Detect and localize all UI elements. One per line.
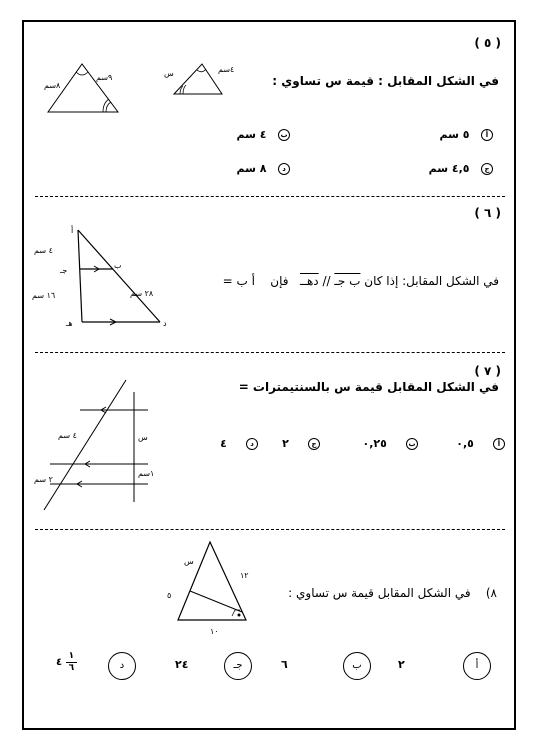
q6-segment-2: دهــ: [299, 274, 319, 288]
q5-option-a[interactable]: [440, 128, 494, 141]
q8-option-d-whole: ٤: [56, 657, 63, 668]
q8-option-d-value: [56, 651, 77, 674]
q8-option-d-fraction: [66, 651, 78, 674]
svg-text:٢ سم: ٢ سم: [34, 475, 53, 484]
svg-text:س: س: [184, 557, 194, 566]
fig5-right-label: ٩سم: [96, 73, 113, 82]
svg-text:د: د: [163, 319, 167, 328]
question-7-number: ( ٧ ): [474, 364, 501, 378]
q5-option-c-mark: ج: [481, 163, 493, 175]
q7-option-a-mark: أ: [493, 438, 505, 450]
svg-text:ب: ب: [114, 261, 122, 270]
q5-option-c-value: ٤,٥ سم: [428, 162, 470, 175]
q5-option-d[interactable]: [237, 162, 291, 175]
q5-option-a-value: ٥ سم: [439, 128, 470, 141]
q5-option-b[interactable]: [237, 128, 291, 141]
q7-option-b[interactable]: [328, 437, 418, 450]
question-8-line: [288, 586, 497, 600]
q8-option-b-mark[interactable]: ب: [343, 652, 371, 680]
svg-text:١٦ سم: ١٦ سم: [32, 291, 56, 300]
question-5-number: ( ٥ ): [474, 36, 501, 50]
q8-option-b-value: ٦: [281, 658, 288, 671]
separator-3: [35, 529, 505, 530]
question-8-figure: [160, 536, 260, 636]
q7-option-a-value: ٠,٥: [456, 437, 474, 450]
svg-text:أ: أ: [71, 226, 74, 235]
q5-option-a-mark: أ: [481, 129, 493, 141]
question-8-number: ٨): [485, 586, 497, 600]
question-5-figure-small: [160, 56, 240, 102]
q7-option-c-mark: ج: [308, 438, 320, 450]
q6-then: فإن: [270, 274, 289, 288]
question-8-text: في الشكل المقابل قيمة س تساوي :: [288, 586, 471, 600]
q6-segment-1: ب جـ: [334, 274, 361, 288]
separator-2: [35, 352, 505, 353]
q8-fraction-numerator: ١: [66, 651, 78, 663]
separator-1: [35, 196, 505, 197]
q8-fraction-denominator: ٦: [68, 663, 75, 673]
q7-option-c[interactable]: [260, 437, 320, 450]
svg-text:١سم: ١سم: [138, 469, 155, 478]
q8-option-a-mark[interactable]: أ: [463, 652, 491, 680]
svg-text:١٠: ١٠: [210, 627, 219, 636]
page-frame: [22, 20, 516, 730]
q5-option-b-mark: ب: [278, 129, 290, 141]
q5-option-d-mark: د: [278, 163, 290, 175]
svg-text:٤ سم: ٤ سم: [58, 431, 77, 440]
question-6-text-line: [223, 274, 499, 288]
question-5-text: في الشكل المقابل : قيمة س تساوي :: [272, 74, 499, 88]
q7-option-c-value: ٢: [282, 437, 289, 450]
q8-option-c-value: ٢٤: [175, 658, 189, 671]
fig5-side-label: س: [164, 69, 174, 78]
fig5-top-label: ٤سم: [218, 65, 235, 74]
q6-result: أ ب =: [222, 274, 255, 288]
question-7-text: في الشكل المقابل قيمة س بالسنتيمترات =: [238, 380, 499, 394]
svg-text:٤ سم: ٤ سم: [34, 246, 53, 255]
q7-option-b-value: ٠,٢٥: [362, 437, 387, 450]
q7-option-a[interactable]: [425, 437, 505, 450]
q5-option-c[interactable]: [429, 162, 493, 175]
svg-text:س: س: [138, 433, 148, 442]
q8-option-a-value: ٢: [398, 658, 405, 671]
q8-option-d-mark[interactable]: د: [108, 652, 136, 680]
q7-option-d-mark: د: [246, 438, 258, 450]
fig5-left-label: ٨سم: [44, 81, 61, 90]
question-5-figure-large: [30, 52, 130, 118]
q7-option-d-value: ٤: [220, 437, 227, 450]
q7-option-d[interactable]: [198, 437, 258, 450]
svg-text:٥: ٥: [167, 591, 172, 600]
q6-parallel-sign: //: [322, 274, 331, 288]
q8-option-c-mark[interactable]: جـ: [224, 652, 252, 680]
question-6-text: في الشكل المقابل: إذا كان: [364, 274, 499, 288]
svg-text:١٢: ١٢: [240, 571, 249, 580]
question-6-number: ( ٦ ): [474, 206, 501, 220]
q5-option-b-value: ٤ سم: [236, 128, 267, 141]
question-7-figure: [30, 376, 160, 516]
svg-text:هـ: هـ: [66, 319, 73, 328]
svg-text:٢٨ سم: ٢٨ سم: [130, 289, 154, 298]
q5-option-d-value: ٨ سم: [236, 162, 267, 175]
svg-text:جـ: جـ: [60, 266, 68, 275]
question-6-figure: [30, 224, 180, 334]
q7-option-b-mark: ب: [406, 438, 418, 450]
